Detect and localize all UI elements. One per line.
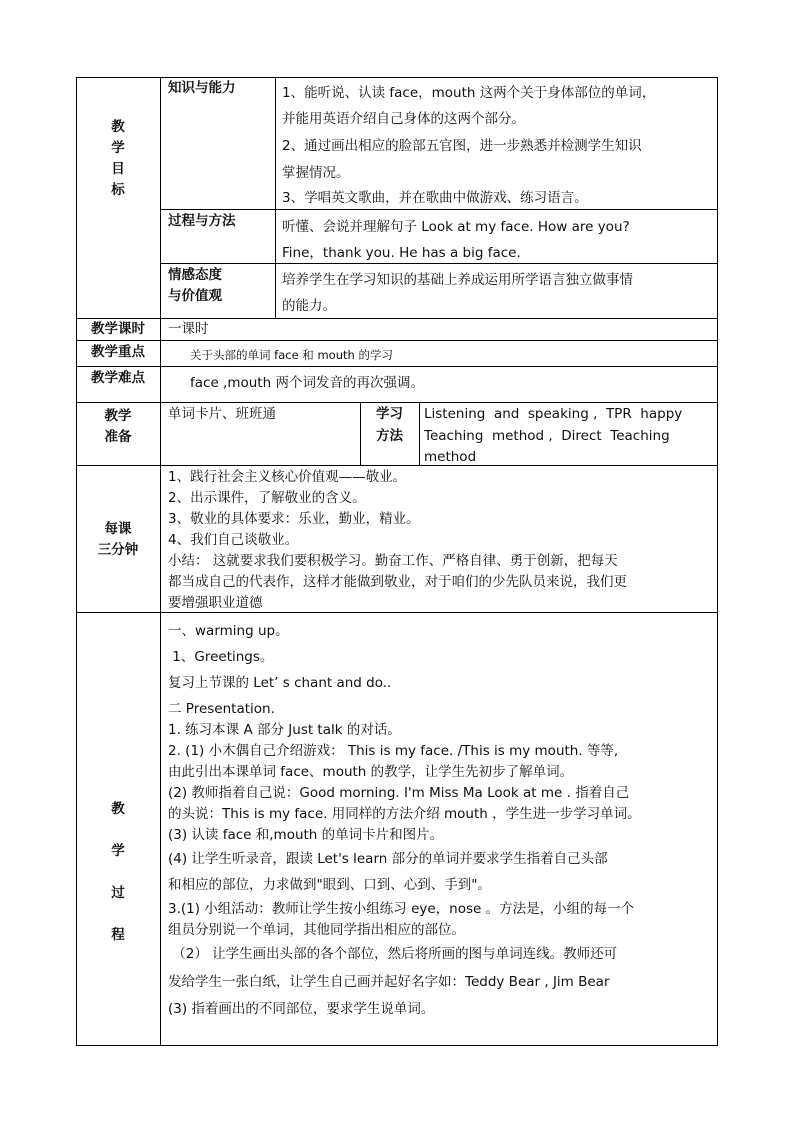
process-label-char: 教 bbox=[111, 801, 125, 817]
emotion-label-line: 情感态度 bbox=[168, 267, 222, 283]
process-label-char: 学 bbox=[111, 843, 125, 859]
content-line: 的头说：This is my face. 用同样的方法介绍 mouth ，学生进一步学习单词。 bbox=[168, 806, 641, 822]
content-line: 培养学生在学习知识的基础上养成运用所学语言独立做事情 bbox=[282, 272, 633, 288]
knowledge-label: 知识与能力 bbox=[168, 80, 236, 96]
content-line: (4) 让学生听录音，跟读 Let's learn 部分的单词并要求学生指着自己头部 bbox=[168, 851, 608, 867]
process-label-char: 过 bbox=[111, 885, 125, 901]
key-points-label: 教学重点 bbox=[91, 344, 145, 360]
content-line: 复习上节课的 Let’ s chant and do.. bbox=[168, 675, 392, 691]
content-line: 2. (1) 小木偶自己介绍游戏： This is my face. /This is my mouth. 等等, bbox=[168, 743, 619, 759]
content-line: 3.(1) 小组活动：教师让学生按小组练习 eye，nose 。方法是，小组的每一个 bbox=[168, 901, 635, 917]
content-line: 的能力。 bbox=[282, 298, 336, 314]
content-line: 掌握情况。 bbox=[282, 165, 350, 181]
preparation-label-line: 教学 bbox=[104, 408, 132, 424]
content-line: 1. 练习本课 A 部分 Just talk 的对话。 bbox=[168, 722, 401, 738]
content-line: 二 Presentation. bbox=[168, 701, 275, 717]
divider bbox=[717, 77, 718, 1045]
content-line: Teaching method , Direct Teaching bbox=[424, 428, 670, 444]
content-line: 要增强职业道德 bbox=[168, 595, 263, 611]
goals-label-char: 教 bbox=[111, 119, 125, 135]
content-line: 都当成自己的代表作，这样才能做到敬业，对于咱们的少先队员来说，我们更 bbox=[168, 574, 627, 590]
divider bbox=[76, 1045, 718, 1046]
content-line: （2） 让学生画出头部的各个部位，然后将所画的图与单词连线。教师还可 bbox=[168, 946, 618, 962]
goals-label-char: 目 bbox=[111, 161, 125, 177]
key-points-value: 关于头部的单词 face 和 mouth 的学习 bbox=[190, 348, 393, 362]
content-line: 发给学生一张白纸，让学生自己画并起好名字如：Teddy Bear , Jim Bear bbox=[168, 974, 610, 990]
content-line: Fine，thank you. He has a big face. bbox=[282, 245, 521, 261]
content-line: 一、warming up。 bbox=[168, 623, 289, 639]
divider bbox=[160, 263, 717, 264]
content-line: 听懂、会说并理解句子 Look at my face. How are you? bbox=[282, 219, 630, 235]
content-line: 4、我们自己谈敬业。 bbox=[168, 532, 299, 548]
content-line: 3、学唱英文歌曲，并在歌曲中做游戏、练习语言。 bbox=[282, 190, 588, 206]
content-line: method bbox=[424, 449, 477, 465]
content-line: 1、Greetings。 bbox=[168, 649, 274, 665]
emotion-label-line: 与价值观 bbox=[168, 288, 222, 304]
content-line: 2、通过画出相应的脸部五官图，进一步熟悉并检测学生知识 bbox=[282, 138, 642, 154]
content-line: 组员分别说一个单词，其他同学指出相应的部位。 bbox=[168, 922, 465, 938]
hours-label: 教学课时 bbox=[91, 321, 145, 337]
divider bbox=[76, 340, 718, 341]
content-line: 1、践行社会主义核心价值观——敬业。 bbox=[168, 469, 407, 485]
divider bbox=[275, 77, 276, 318]
content-line: (3) 认读 face 和,mouth 的单词卡片和图片。 bbox=[168, 827, 444, 843]
divider bbox=[160, 209, 717, 210]
divider bbox=[76, 465, 718, 466]
method-label-line: 方法 bbox=[376, 428, 403, 444]
content-line: Listening and speaking , TPR happy bbox=[424, 406, 683, 422]
divider bbox=[419, 402, 420, 465]
divider bbox=[76, 402, 718, 403]
content-line: (2) 教师指着自己说：Good morning. I'm Miss Ma Look at me . 指着自己 bbox=[168, 785, 630, 801]
process-label-char: 程 bbox=[111, 927, 125, 943]
divider bbox=[76, 77, 718, 78]
difficulty-label: 教学难点 bbox=[91, 370, 145, 386]
daily-label-line: 每课 bbox=[104, 521, 132, 537]
divider bbox=[76, 366, 718, 367]
goals-label-char: 标 bbox=[111, 182, 125, 198]
content-line: 2、出示课件，了解敬业的含义。 bbox=[168, 490, 366, 506]
content-line: 小结： 这就要求我们要积极学习。勤奋工作、严格自律、勇于创新，把每天 bbox=[168, 553, 618, 569]
content-line: 和相应的部位，力求做到"眼到、口到、心到、手到"。 bbox=[168, 877, 491, 893]
content-line: 并能用英语介绍自己身体的这两个部分。 bbox=[282, 111, 525, 127]
content-line: 1、能听说、认读 face，mouth 这两个关于身体部位的单词， bbox=[282, 85, 656, 101]
hours-value: 一课时 bbox=[168, 321, 209, 337]
process-method-label: 过程与方法 bbox=[168, 213, 236, 229]
method-label-line: 学习 bbox=[376, 406, 403, 422]
preparation-value: 单词卡片、班班通 bbox=[168, 406, 276, 422]
preparation-label-line: 准备 bbox=[104, 429, 132, 445]
divider bbox=[160, 77, 161, 1045]
divider bbox=[76, 612, 718, 613]
content-line: 由此引出本课单词 face、mouth 的教学，让学生先初步了解单词。 bbox=[168, 764, 574, 780]
goals-label-char: 学 bbox=[111, 140, 125, 156]
difficulty-value: face ,mouth 两个词发音的再次强调。 bbox=[190, 375, 424, 391]
content-line: (3) 指着画出的不同部位，要求学生说单词。 bbox=[168, 1001, 435, 1017]
content-line: 3、敬业的具体要求：乐业，勤业，精业。 bbox=[168, 511, 420, 527]
divider bbox=[76, 318, 718, 319]
daily-label-line: 三分钟 bbox=[97, 542, 139, 558]
